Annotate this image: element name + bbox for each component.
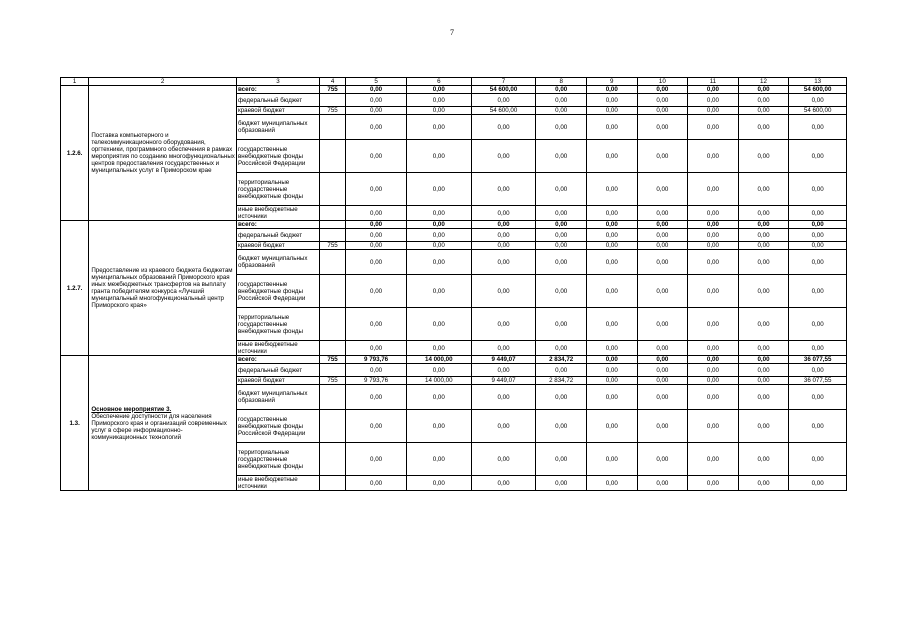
value-cell: 0,00: [586, 443, 637, 476]
value-cell: 0,00: [471, 229, 536, 242]
source-cell: краевой бюджет: [237, 107, 320, 115]
value-cell: 0,00: [637, 385, 688, 410]
header-row: [61, 78, 847, 86]
value-cell: 0,00: [346, 443, 407, 476]
section-code: 1.2.7.: [61, 221, 89, 356]
source-cell: бюджет муниципальных образований: [237, 385, 320, 410]
value-cell: 0,00: [586, 173, 637, 206]
value-cell: 0,00: [406, 107, 471, 115]
value-cell: 0,00: [738, 229, 789, 242]
value-cell: 0,00: [586, 377, 637, 385]
value-cell: 0,00: [406, 173, 471, 206]
code-cell: [319, 308, 345, 341]
value-cell: 0,00: [688, 242, 739, 250]
section-title-text: Поставка компьютерного и телекоммуникационного оборудования, оргтехники, программного обеспечения в рамках мероприятия по созданию многофункциональных центров предоставления государственных и муниципальных услуг в Приморском крае: [91, 132, 235, 174]
header-cell: 3: [237, 78, 320, 86]
value-cell: 36 077,55: [789, 377, 847, 385]
source-cell: территориальные государственные внебюджетные фонды: [237, 173, 320, 206]
value-cell: 0,00: [637, 364, 688, 377]
value-cell: 0,00: [471, 221, 536, 229]
value-cell: 0,00: [586, 107, 637, 115]
value-cell: 0,00: [406, 443, 471, 476]
code-cell: [319, 275, 345, 308]
value-cell: 0,00: [637, 242, 688, 250]
header-cell: 6: [406, 78, 471, 86]
value-cell: 0,00: [346, 410, 407, 443]
value-cell: 0,00: [789, 173, 847, 206]
value-cell: 0,00: [637, 443, 688, 476]
value-cell: 0,00: [536, 410, 587, 443]
value-cell: 0,00: [586, 410, 637, 443]
table-row: [61, 356, 847, 364]
header-cell: 7: [471, 78, 536, 86]
code-cell: 755: [319, 242, 345, 250]
value-cell: 0,00: [637, 229, 688, 242]
table-row: [61, 86, 847, 94]
value-cell: 0,00: [738, 364, 789, 377]
value-cell: 2 834,72: [536, 356, 587, 364]
value-cell: 0,00: [406, 476, 471, 491]
value-cell: 0,00: [738, 308, 789, 341]
value-cell: 0,00: [536, 140, 587, 173]
section-title-text: Обеспечение доступности для населения Приморского края и организаций современных услуг в сфере информационно-коммуникационных технологий: [91, 412, 227, 441]
value-cell: 0,00: [637, 308, 688, 341]
value-cell: 0,00: [688, 140, 739, 173]
value-cell: 0,00: [738, 206, 789, 221]
value-cell: 0,00: [637, 115, 688, 140]
value-cell: 0,00: [406, 275, 471, 308]
value-cell: 0,00: [789, 341, 847, 356]
value-cell: 0,00: [536, 308, 587, 341]
value-cell: 0,00: [738, 476, 789, 491]
value-cell: 0,00: [738, 140, 789, 173]
value-cell: 0,00: [738, 94, 789, 107]
value-cell: 0,00: [789, 115, 847, 140]
value-cell: 0,00: [471, 242, 536, 250]
value-cell: 0,00: [789, 206, 847, 221]
source-cell: территориальные государственные внебюджетные фонды: [237, 443, 320, 476]
value-cell: 0,00: [738, 275, 789, 308]
value-cell: 0,00: [406, 385, 471, 410]
value-cell: 0,00: [346, 308, 407, 341]
value-cell: 0,00: [536, 206, 587, 221]
value-cell: 0,00: [536, 443, 587, 476]
value-cell: 0,00: [406, 341, 471, 356]
value-cell: 0,00: [586, 385, 637, 410]
code-cell: 755: [319, 356, 345, 364]
value-cell: 0,00: [688, 385, 739, 410]
value-cell: 0,00: [346, 173, 407, 206]
value-cell: 0,00: [789, 275, 847, 308]
value-cell: 0,00: [406, 221, 471, 229]
value-cell: 0,00: [738, 410, 789, 443]
value-cell: 0,00: [688, 206, 739, 221]
value-cell: 0,00: [586, 364, 637, 377]
value-cell: 0,00: [536, 107, 587, 115]
value-cell: 54 600,00: [471, 107, 536, 115]
section-title: [89, 356, 237, 491]
value-cell: 0,00: [637, 410, 688, 443]
value-cell: 0,00: [637, 377, 688, 385]
value-cell: 0,00: [536, 385, 587, 410]
value-cell: 0,00: [471, 476, 536, 491]
value-cell: 0,00: [536, 221, 587, 229]
value-cell: 0,00: [738, 341, 789, 356]
value-cell: 0,00: [406, 94, 471, 107]
value-cell: 9 449,07: [471, 377, 536, 385]
value-cell: 0,00: [471, 115, 536, 140]
value-cell: 54 600,00: [789, 107, 847, 115]
value-cell: 0,00: [346, 115, 407, 140]
code-cell: [319, 140, 345, 173]
value-cell: 0,00: [738, 115, 789, 140]
value-cell: 0,00: [536, 229, 587, 242]
value-cell: 0,00: [637, 476, 688, 491]
value-cell: 0,00: [536, 476, 587, 491]
value-cell: 36 077,55: [789, 356, 847, 364]
code-cell: 755: [319, 107, 345, 115]
value-cell: 0,00: [346, 385, 407, 410]
value-cell: 0,00: [688, 341, 739, 356]
value-cell: 0,00: [536, 341, 587, 356]
value-cell: 0,00: [346, 229, 407, 242]
value-cell: 9 793,76: [346, 356, 407, 364]
code-cell: [319, 443, 345, 476]
value-cell: 0,00: [471, 94, 536, 107]
value-cell: 0,00: [738, 86, 789, 94]
value-cell: 0,00: [637, 341, 688, 356]
header-cell: 9: [586, 78, 637, 86]
value-cell: 0,00: [346, 107, 407, 115]
value-cell: 0,00: [637, 94, 688, 107]
value-cell: 0,00: [688, 308, 739, 341]
source-cell: всего:: [237, 86, 320, 94]
source-cell: федеральный бюджет: [237, 364, 320, 377]
code-cell: [319, 229, 345, 242]
value-cell: 0,00: [406, 206, 471, 221]
value-cell: 0,00: [738, 107, 789, 115]
header-cell: 2: [89, 78, 237, 86]
value-cell: 0,00: [637, 86, 688, 94]
value-cell: 0,00: [738, 221, 789, 229]
value-cell: 0,00: [637, 173, 688, 206]
source-cell: краевой бюджет: [237, 242, 320, 250]
value-cell: 0,00: [637, 250, 688, 275]
value-cell: 0,00: [536, 173, 587, 206]
source-cell: бюджет муниципальных образований: [237, 115, 320, 140]
value-cell: 0,00: [346, 140, 407, 173]
header-cell: 10: [637, 78, 688, 86]
code-cell: [319, 221, 345, 229]
section-code: 1.3.: [61, 356, 89, 491]
header-cell: 12: [738, 78, 789, 86]
value-cell: 0,00: [471, 140, 536, 173]
value-cell: 0,00: [688, 410, 739, 443]
value-cell: 0,00: [688, 275, 739, 308]
section-title: [89, 86, 237, 221]
value-cell: 0,00: [637, 107, 688, 115]
value-cell: 0,00: [536, 86, 587, 94]
header-cell: 1: [61, 78, 89, 86]
value-cell: 0,00: [406, 115, 471, 140]
value-cell: 0,00: [471, 385, 536, 410]
value-cell: 0,00: [586, 308, 637, 341]
value-cell: 14 000,00: [406, 377, 471, 385]
value-cell: 0,00: [536, 364, 587, 377]
value-cell: 0,00: [789, 242, 847, 250]
value-cell: 0,00: [789, 443, 847, 476]
source-cell: иные внебюджетные источники: [237, 476, 320, 491]
value-cell: 0,00: [346, 221, 407, 229]
value-cell: 0,00: [688, 356, 739, 364]
value-cell: 0,00: [586, 356, 637, 364]
value-cell: 0,00: [738, 250, 789, 275]
value-cell: 0,00: [346, 275, 407, 308]
value-cell: 0,00: [789, 410, 847, 443]
value-cell: 0,00: [688, 476, 739, 491]
source-cell: государственные внебюджетные фонды Российской Федерации: [237, 410, 320, 443]
header-cell: 4: [319, 78, 345, 86]
value-cell: 0,00: [688, 107, 739, 115]
value-cell: 0,00: [688, 94, 739, 107]
value-cell: 0,00: [586, 221, 637, 229]
value-cell: 0,00: [406, 410, 471, 443]
value-cell: 0,00: [406, 140, 471, 173]
value-cell: 0,00: [789, 221, 847, 229]
code-cell: [319, 115, 345, 140]
source-cell: краевой бюджет: [237, 377, 320, 385]
value-cell: 0,00: [346, 86, 407, 94]
value-cell: 0,00: [738, 173, 789, 206]
value-cell: 0,00: [346, 242, 407, 250]
value-cell: 0,00: [637, 140, 688, 173]
value-cell: 0,00: [586, 250, 637, 275]
value-cell: 0,00: [789, 250, 847, 275]
code-cell: [319, 250, 345, 275]
section-title: [89, 221, 237, 356]
code-cell: [319, 341, 345, 356]
header-cell: 13: [789, 78, 847, 86]
value-cell: 0,00: [637, 356, 688, 364]
value-cell: 0,00: [789, 229, 847, 242]
source-cell: государственные внебюджетные фонды Российской Федерации: [237, 140, 320, 173]
source-cell: иные внебюджетные источники: [237, 206, 320, 221]
value-cell: 0,00: [586, 206, 637, 221]
code-cell: [319, 364, 345, 377]
value-cell: 0,00: [586, 341, 637, 356]
section-code: 1.2.6.: [61, 86, 89, 221]
value-cell: 0,00: [536, 275, 587, 308]
value-cell: 0,00: [789, 385, 847, 410]
code-cell: 755: [319, 86, 345, 94]
value-cell: 0,00: [586, 94, 637, 107]
value-cell: 0,00: [738, 242, 789, 250]
value-cell: 0,00: [406, 229, 471, 242]
section-title-bold: Основное мероприятие 3.: [91, 405, 172, 413]
value-cell: 0,00: [688, 86, 739, 94]
value-cell: 0,00: [586, 476, 637, 491]
source-cell: всего:: [237, 221, 320, 229]
source-cell: федеральный бюджет: [237, 229, 320, 242]
value-cell: 0,00: [471, 275, 536, 308]
value-cell: 0,00: [471, 341, 536, 356]
value-cell: 0,00: [738, 356, 789, 364]
source-cell: территориальные государственные внебюджетные фонды: [237, 308, 320, 341]
code-cell: [319, 173, 345, 206]
value-cell: 0,00: [586, 86, 637, 94]
value-cell: 54 600,00: [789, 86, 847, 94]
value-cell: 0,00: [406, 250, 471, 275]
page-number: 7: [450, 28, 454, 37]
value-cell: 0,00: [406, 364, 471, 377]
value-cell: 0,00: [789, 476, 847, 491]
value-cell: 0,00: [536, 250, 587, 275]
value-cell: 0,00: [471, 250, 536, 275]
value-cell: 0,00: [346, 206, 407, 221]
value-cell: 0,00: [346, 364, 407, 377]
value-cell: 0,00: [346, 250, 407, 275]
value-cell: 0,00: [789, 140, 847, 173]
value-cell: 0,00: [346, 341, 407, 356]
value-cell: 0,00: [688, 229, 739, 242]
value-cell: 0,00: [471, 173, 536, 206]
value-cell: 0,00: [688, 377, 739, 385]
value-cell: 0,00: [738, 443, 789, 476]
value-cell: 0,00: [688, 221, 739, 229]
value-cell: 0,00: [406, 308, 471, 341]
value-cell: 0,00: [789, 364, 847, 377]
header-cell: 11: [688, 78, 739, 86]
value-cell: 0,00: [637, 221, 688, 229]
value-cell: 14 000,00: [406, 356, 471, 364]
value-cell: 0,00: [536, 115, 587, 140]
value-cell: 0,00: [688, 364, 739, 377]
code-cell: 755: [319, 377, 345, 385]
value-cell: 0,00: [586, 115, 637, 140]
source-cell: бюджет муниципальных образований: [237, 250, 320, 275]
source-cell: федеральный бюджет: [237, 94, 320, 107]
value-cell: 0,00: [586, 140, 637, 173]
value-cell: 0,00: [688, 115, 739, 140]
header-cell: 8: [536, 78, 587, 86]
value-cell: 0,00: [789, 308, 847, 341]
value-cell: 0,00: [346, 94, 407, 107]
code-cell: [319, 476, 345, 491]
value-cell: 0,00: [789, 94, 847, 107]
code-cell: [319, 206, 345, 221]
value-cell: 0,00: [406, 86, 471, 94]
value-cell: 0,00: [586, 242, 637, 250]
value-cell: 0,00: [346, 476, 407, 491]
value-cell: 0,00: [688, 173, 739, 206]
header-cell: 5: [346, 78, 407, 86]
value-cell: 0,00: [688, 250, 739, 275]
code-cell: [319, 385, 345, 410]
value-cell: 0,00: [471, 206, 536, 221]
value-cell: 0,00: [536, 94, 587, 107]
source-cell: иные внебюджетные источники: [237, 341, 320, 356]
value-cell: 0,00: [637, 206, 688, 221]
value-cell: 9 793,76: [346, 377, 407, 385]
value-cell: 0,00: [586, 229, 637, 242]
value-cell: 0,00: [471, 443, 536, 476]
budget-table: [60, 77, 847, 491]
value-cell: 0,00: [586, 275, 637, 308]
value-cell: 54 600,00: [471, 86, 536, 94]
value-cell: 9 449,07: [471, 356, 536, 364]
value-cell: 0,00: [471, 364, 536, 377]
value-cell: 2 834,72: [536, 377, 587, 385]
value-cell: 0,00: [406, 242, 471, 250]
code-cell: [319, 94, 345, 107]
code-cell: [319, 410, 345, 443]
value-cell: 0,00: [471, 410, 536, 443]
value-cell: 0,00: [688, 443, 739, 476]
value-cell: 0,00: [637, 275, 688, 308]
source-cell: всего:: [237, 356, 320, 364]
section-title-text: Предоставление из краевого бюджета бюджетам муниципальных образований Приморского края иных межбюджетных трансфертов на выплату гранта победителям конкурса «Лучший муниципальный многофункциональный центр Приморского края»: [91, 267, 233, 309]
value-cell: 0,00: [738, 377, 789, 385]
value-cell: 0,00: [738, 385, 789, 410]
value-cell: 0,00: [536, 242, 587, 250]
value-cell: 0,00: [471, 308, 536, 341]
source-cell: государственные внебюджетные фонды Российской Федерации: [237, 275, 320, 308]
table-row: [61, 221, 847, 229]
